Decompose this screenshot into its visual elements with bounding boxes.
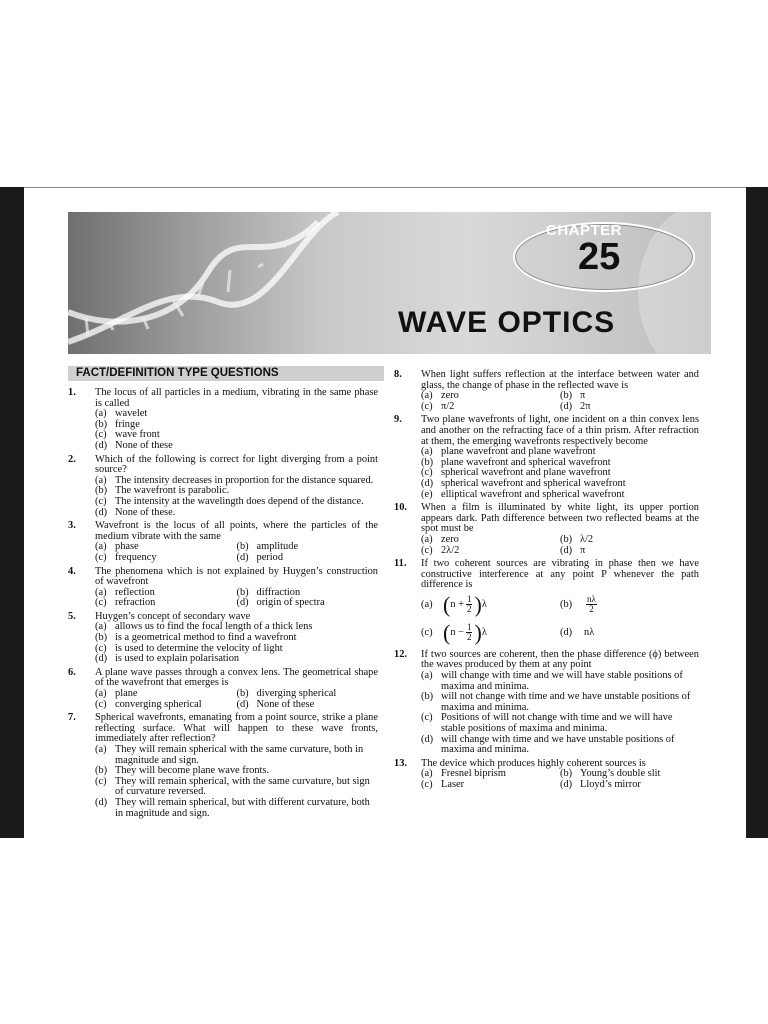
section-heading: FACT/DEFINITION TYPE QUESTIONS <box>68 366 384 381</box>
option-text: is used to explain polarisation <box>115 653 240 665</box>
question-text: Two plane wavefronts of light, one incident on a thin convex lens and another on the refracting face of a thin prism. After refraction at them, the emerging wavefronts respectively become <box>421 414 699 447</box>
option-text: zero <box>441 390 459 402</box>
option-text: λ/2 <box>580 533 594 545</box>
option-text: They will remain spherical, with the same curvature, but sign of curvature reversed. <box>115 775 370 798</box>
answer-option-row <box>421 546 699 557</box>
answer-option <box>421 546 560 557</box>
option-text: π <box>580 544 586 556</box>
option-letter: (b) <box>236 586 249 598</box>
option-letter: (a) <box>421 670 433 682</box>
option-text: They will remain spherical with the same curvature, both in magnitude and sign. <box>115 744 364 766</box>
option-letter: (c) <box>95 698 107 710</box>
option-letter: (c) <box>421 712 433 724</box>
fraction <box>466 623 473 642</box>
answer-option <box>237 598 379 609</box>
question-text: Wavefront is the locus of all points, where the particles of the medium vibrate with the same <box>95 520 378 542</box>
option-letter: (d) <box>560 544 573 556</box>
open-paren: ( <box>443 591 451 617</box>
answer-option <box>421 490 699 501</box>
option-letter: (a) <box>95 621 107 633</box>
question-text: If two coherent sources are vibrating in phase then we have constructive interference at any point P whenever the path difference is <box>421 558 699 591</box>
answer-option <box>95 441 378 452</box>
answer-option <box>560 402 699 413</box>
option-text: None of these. <box>115 506 176 518</box>
question-item <box>394 370 699 412</box>
q11-option-c <box>421 619 560 645</box>
question-text: The locus of all particles in a medium, vibrating in the same phase is called <box>95 387 378 409</box>
question-number: 10. <box>394 502 407 514</box>
option-text: is used to determine the velocity of light <box>115 642 283 654</box>
option-letter: (d) <box>236 698 249 710</box>
option-text: π <box>580 390 586 402</box>
question-item <box>68 713 378 819</box>
option-letter: (b) <box>95 485 108 497</box>
question-number: 1. <box>68 387 76 398</box>
question-item <box>394 415 699 500</box>
answer-option <box>421 780 560 791</box>
fraction-denominator: 2 <box>466 632 472 643</box>
question-item <box>394 503 699 556</box>
option-letter: (b) <box>236 541 249 553</box>
chapter-title: WAVE OPTICS <box>398 306 616 339</box>
question-item <box>68 521 378 563</box>
close-paren: ) <box>474 619 482 645</box>
answer-option-row <box>95 598 378 609</box>
q11-option-row <box>421 619 699 647</box>
option-text: The intensity decreases in proportion for the distance squared. <box>115 474 374 486</box>
answer-option <box>560 546 699 557</box>
fraction-numerator: nλ <box>587 594 596 605</box>
option-text: None of these <box>115 439 173 451</box>
answer-option <box>237 553 379 564</box>
option-letter: (e) <box>421 488 433 500</box>
question-spacer <box>68 819 378 822</box>
option-text: converging spherical <box>115 698 202 710</box>
left-dark-margin <box>0 187 24 838</box>
option-text: 2λ/2 <box>441 544 460 556</box>
option-text: origin of spectra <box>256 597 325 609</box>
option-text: Laser <box>441 779 465 790</box>
option-text: elliptical wavefront and spherical wavefront <box>441 488 625 500</box>
answer-option-row <box>421 535 699 546</box>
answer-option <box>95 508 378 519</box>
option-letter: (a) <box>421 390 433 402</box>
option-text: wavelet <box>115 408 148 420</box>
option-letter: (a) <box>95 474 107 486</box>
option-letter: (b) <box>421 691 434 703</box>
answer-option <box>560 780 699 791</box>
question-number: 5. <box>68 610 76 622</box>
option-letter: (b) <box>560 390 573 402</box>
option-letter: (b) <box>560 768 573 780</box>
answer-option <box>421 671 699 692</box>
answer-option <box>421 735 699 756</box>
option-letter: (c) <box>95 642 107 654</box>
option-letter: (d) <box>560 400 573 412</box>
left-question-column <box>68 388 378 822</box>
option-text: reflection <box>115 586 155 598</box>
formula-term: n − <box>450 626 464 638</box>
answer-option <box>95 553 237 564</box>
formula-term: n + <box>450 598 464 610</box>
option-text: frequency <box>115 551 157 563</box>
option-text: diffraction <box>256 586 301 598</box>
close-paren: ) <box>474 591 482 617</box>
option-text: spherical wavefront and spherical wavefront <box>441 477 626 489</box>
option-letter: (d) <box>236 597 249 609</box>
option-text: Young’s double slit <box>580 768 661 780</box>
option-text: plane wavefront and plane wavefront <box>441 446 596 458</box>
option-letter: (d) <box>95 506 108 518</box>
chapter-banner <box>68 212 711 354</box>
question-text: The phenomena which is not explained by Huygen’s construction of wavefront <box>95 565 378 588</box>
question-number: 13. <box>394 757 407 769</box>
question-spacer <box>394 791 699 794</box>
option-letter: (b) <box>95 765 108 777</box>
fraction-numerator: 1 <box>466 622 472 633</box>
fraction-numerator: 1 <box>466 594 472 605</box>
answer-option <box>95 798 378 819</box>
option-text: phase <box>115 541 139 553</box>
question-item <box>394 650 699 756</box>
question-text: Which of the following is correct for light diverging from a point source? <box>95 453 378 476</box>
option-text: The wavefront is parabolic. <box>115 485 230 497</box>
option-letter: (a) <box>421 768 433 780</box>
option-text: will change with time and we have unstable positions of maxima and minima. <box>441 733 675 756</box>
option-text: They will become plane wave fronts. <box>115 765 270 777</box>
question-number: 3. <box>68 520 76 532</box>
question-number: 6. <box>68 666 76 678</box>
question-text: The device which produces highly coherent sources is <box>421 757 646 769</box>
option-letter: (b) <box>95 418 108 430</box>
fraction <box>586 595 597 614</box>
option-letter: (b) <box>95 632 108 644</box>
option-text: diverging spherical <box>256 688 337 700</box>
option-letter: (b) <box>560 533 573 545</box>
option-text: Positions of will not change with time and we will have stable positions of maxima and minima. <box>441 712 673 735</box>
option-letter: (c) <box>95 775 107 787</box>
option-letter: (d) <box>95 796 108 808</box>
question-number: 2. <box>68 453 76 465</box>
question-item <box>68 388 378 452</box>
option-text: amplitude <box>256 541 299 553</box>
question-text: A plane wave passes through a convex lens. The geometrical shape of the wavefront that emerges is <box>95 666 378 689</box>
option-text: nλ <box>584 626 595 638</box>
option-text: spherical wavefront and plane wavefront <box>441 467 611 479</box>
answer-option <box>95 700 237 711</box>
option-letter: (c) <box>95 495 107 507</box>
option-letter: (d) <box>95 653 108 665</box>
question-number: 4. <box>68 565 76 577</box>
option-text: will not change with time and we have unstable positions of maxima and minima. <box>441 691 691 713</box>
option-letter: (d) <box>236 551 249 563</box>
question-number: 11. <box>394 558 407 570</box>
option-text: The intensity at the wavelingth does depend of the distance. <box>115 495 364 507</box>
option-letter: (b) <box>560 598 573 610</box>
option-text: zero <box>441 533 459 545</box>
answer-option <box>421 402 560 413</box>
question-number: 7. <box>68 712 76 724</box>
answer-option-row <box>95 553 378 564</box>
answer-option <box>95 777 378 798</box>
question-item <box>68 455 378 519</box>
fraction-denominator: 2 <box>589 604 594 615</box>
option-letter: (a) <box>95 586 107 598</box>
answer-option <box>95 598 237 609</box>
question-text: When light suffers reflection at the interface between water and glass, the change of phase in the reflected wave is <box>421 369 699 391</box>
option-letter: (d) <box>560 626 573 638</box>
q11-option-row <box>421 591 699 619</box>
option-letter: (d) <box>95 439 108 451</box>
formula-term: λ <box>481 598 487 610</box>
option-text: refraction <box>115 597 156 609</box>
question-item <box>68 668 378 710</box>
option-text: They will remain spherical, but with different curvature, both in magnitude and sign. <box>115 796 370 819</box>
right-dark-margin <box>746 187 768 838</box>
option-text: allows us to find the focal length of a thick lens <box>115 621 313 633</box>
option-letter: (c) <box>421 544 433 556</box>
answer-option <box>95 745 378 766</box>
question-text: If two sources are coherent, then the phase difference (ϕ) between the waves produced by them at any point <box>421 648 699 671</box>
question-number: 12. <box>394 648 407 660</box>
question-item <box>68 612 378 665</box>
option-text: Lloyd’s mirror <box>580 779 641 790</box>
option-text: period <box>256 551 284 563</box>
answer-option <box>237 700 379 711</box>
option-text: will change with time and we will have stable positions of maxima and minima. <box>441 670 683 692</box>
textbook-page <box>24 187 746 839</box>
option-text: π/2 <box>441 400 455 412</box>
question-item <box>394 559 699 647</box>
q11-option-a <box>421 591 560 617</box>
option-letter: (d) <box>421 477 434 489</box>
option-text: plane <box>115 688 138 700</box>
option-letter: (c) <box>421 400 433 412</box>
option-text: plane wavefront and spherical wavefront <box>441 456 611 468</box>
option-letter: (d) <box>560 779 573 790</box>
option-text: 2π <box>580 400 591 412</box>
option-text: is a geometrical method to find a wavefront <box>115 632 297 644</box>
answer-option <box>95 654 378 665</box>
option-text: wave front <box>115 429 160 441</box>
answer-option-row <box>421 402 699 413</box>
question-item <box>68 567 378 609</box>
option-letter: (d) <box>421 733 434 745</box>
question-number: 9. <box>394 414 402 426</box>
option-letter: (c) <box>95 429 107 441</box>
option-letter: (c) <box>95 597 107 609</box>
option-letter: (a) <box>95 688 107 700</box>
option-letter: (a) <box>95 408 107 420</box>
answer-option <box>421 713 699 734</box>
formula-term: λ <box>481 626 487 638</box>
option-letter: (c) <box>95 551 107 563</box>
question-number: 8. <box>394 369 402 380</box>
right-question-column <box>394 370 699 794</box>
option-text: fringe <box>115 418 140 430</box>
answer-option-row <box>95 700 378 711</box>
question-item <box>394 759 699 791</box>
option-letter: (c) <box>421 779 433 790</box>
question-text: Huygen’s concept of secondary wave <box>95 610 251 622</box>
option-letter: (b) <box>236 688 249 700</box>
answer-option-row <box>421 780 699 791</box>
question-text: When a film is illuminated by white light, its upper portion appears dark. Path difference between two reflected beams at the spot must be <box>421 502 699 535</box>
option-letter: (a) <box>421 533 433 545</box>
q11-option-d <box>560 628 699 639</box>
q11-option-b <box>560 595 699 614</box>
option-letter: (c) <box>421 467 433 479</box>
fraction-denominator: 2 <box>466 604 472 615</box>
option-letter: (a) <box>95 541 107 553</box>
chapter-label: CHAPTER <box>546 222 623 239</box>
answer-option <box>421 692 699 713</box>
option-letter: (a) <box>421 598 433 610</box>
option-letter: (a) <box>95 744 107 755</box>
option-letter: (a) <box>421 446 433 458</box>
fraction <box>466 595 473 614</box>
option-letter: (b) <box>421 456 434 468</box>
chapter-number: 25 <box>578 236 621 278</box>
option-text: Fresnel biprism <box>441 768 506 780</box>
open-paren: ( <box>443 619 451 645</box>
question-text: Spherical wavefronts, emanating from a point source, strike a plane reflecting surface. What will happen to these wave fronts, immediately after reflection? <box>95 712 378 745</box>
option-text: None of these <box>256 698 315 710</box>
option-letter: (c) <box>421 626 433 638</box>
